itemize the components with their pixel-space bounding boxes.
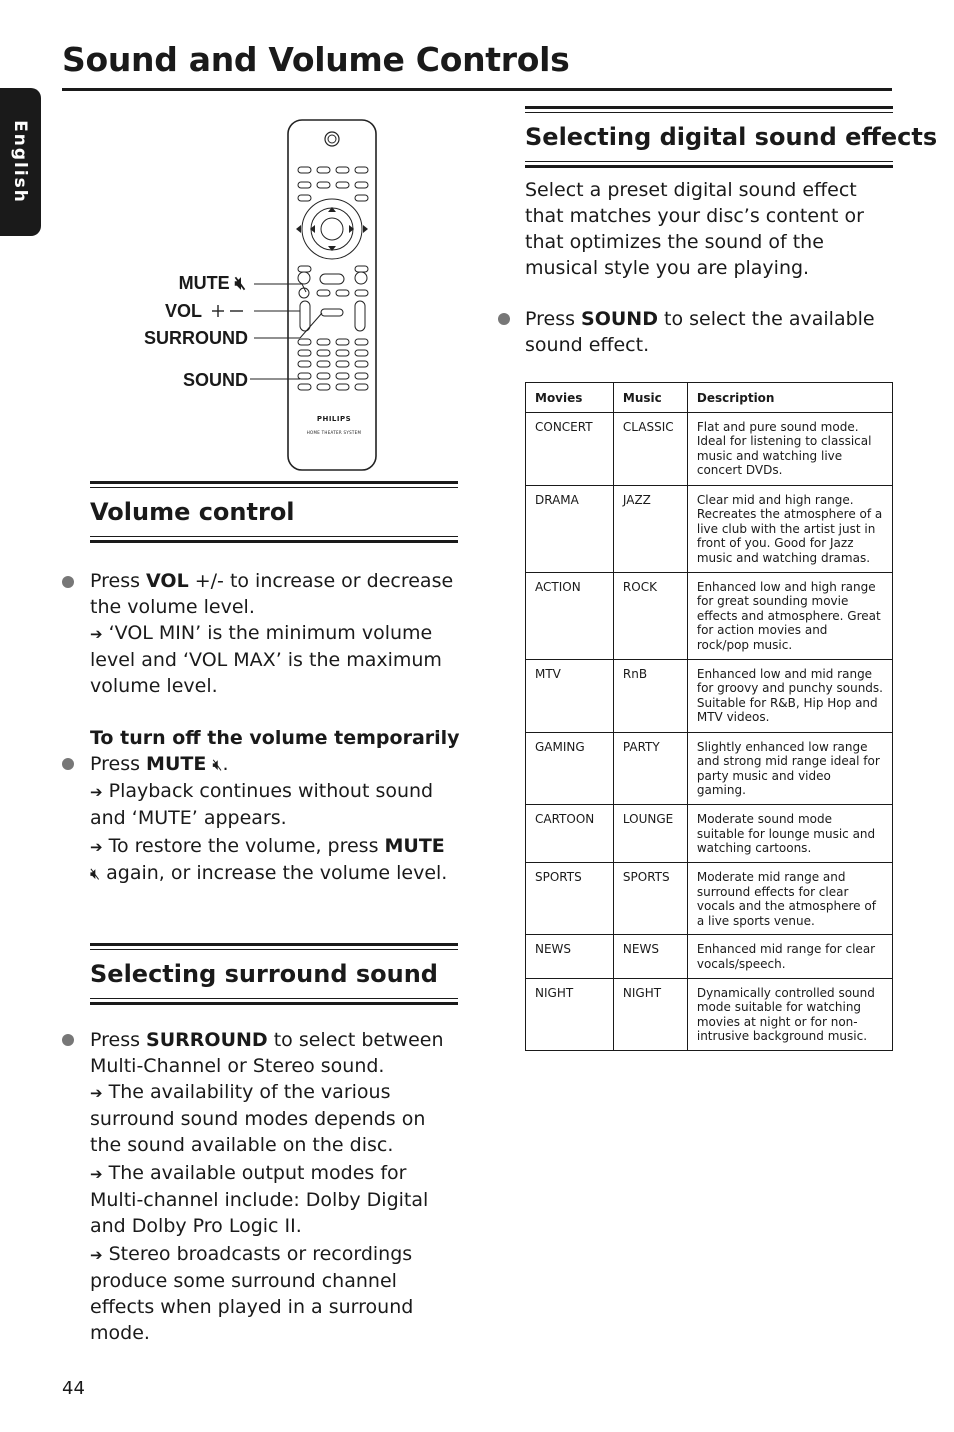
table-cell-movies: CARTOON [526,804,614,862]
table-cell-music: SPORTS [613,862,687,934]
vol-key: VOL [146,570,189,592]
table-cell-movies: CONCERT [526,412,614,485]
table-cell-description: Flat and pure sound mode. Ideal for listening to classical music and watching live concert DVDs. [687,412,892,485]
table-header-movies: Movies [526,383,614,413]
surround-key: SURROUND [146,1029,268,1051]
table-row [526,804,893,862]
table-cell-music: NIGHT [613,978,687,1050]
table-cell-music: RnB [613,659,687,732]
bullet [62,576,74,588]
bullet [62,1034,74,1046]
table-row [526,978,893,1050]
mute-icon: 🔇︎ [212,755,223,774]
language-tab-label: English [10,120,30,204]
arrow-right-icon: ➔ [90,1084,103,1102]
arrow-right-icon: ➔ [90,1246,103,1264]
digital-effects-heading: Selecting digital sound effects [525,123,938,151]
table-header-row [526,383,893,413]
table-cell-description: Enhanced low and mid range for groovy and punchy sounds. Suitable for R&B, Hip Hop and MTV videos. [687,659,892,732]
bullet [498,313,510,325]
table-row [526,732,893,804]
volume-control-heading-box [90,481,458,543]
table-cell-movies: SPORTS [526,862,614,934]
table-cell-music: NEWS [613,935,687,978]
language-tab [0,88,41,236]
sound-effects-table [525,382,893,1051]
table-cell-description: Dynamically controlled sound mode suitable for watching movies at night or for non-intrusive background music. [687,978,892,1050]
table-cell-music: ROCK [613,572,687,659]
table-cell-movies: NIGHT [526,978,614,1050]
surround-heading-box [90,943,458,1005]
surround-instructions: Press SURROUND to select between Multi-Channel or Stereo sound. ➔ The availability of the various surround sound modes depends on the sound available on the disc. ➔ The available output modes for Multi-channel include: Dolby Digital and Dolby Pro Logic II. ➔ Stereo broadcasts or recordings produce some surround channel effects when played in a surround mode. [90,1029,444,1344]
arrow-right-icon: ➔ [90,625,103,643]
table-header-description: Description [687,383,892,413]
arrow-right-icon: ➔ [90,783,103,801]
remote-brand: PHILIPS [316,415,352,423]
mute-icon: 🔇︎ [90,864,101,883]
table-cell-music: LOUNGE [613,804,687,862]
table-row [526,659,893,732]
volume-instructions: Press VOL +/- to increase or decrease the volume level. ➔ ‘VOL MIN’ is the minimum volume level and ‘VOL MAX’ is the maximum volume level. To turn off the volume temporarily Press MUTE 🔇︎. ➔ Playback continues without sound and ‘MUTE’ appears. ➔ To restore the volume, press MUTE 🔇︎ again, or increase the volume level. [90,568,460,887]
table-cell-description: Clear mid and high range. Recreates the atmosphere of a live club with the artist just in front of you. Good for Jazz music and watching dramas. [687,485,892,572]
table-cell-movies: DRAMA [526,485,614,572]
remote-product: HOME THEATER SYSTEM [306,430,362,435]
table-row [526,862,893,934]
mute-subheading: To turn off the volume temporarily [90,727,460,749]
remote-label-mute: MUTE 🔇︎ [178,273,246,293]
digital-effects-heading-box [525,106,938,168]
table-cell-description: Slightly enhanced low range and strong mid range ideal for party music and video gaming. [687,732,892,804]
table-row [526,412,893,485]
table-cell-description: Enhanced low and high range for great sounding movie effects and atmosphere. Great for action movies and rock/pop music. [687,572,892,659]
mute-key: MUTE [146,753,207,775]
table-cell-movies: NEWS [526,935,614,978]
mute-icon: 🔇︎ [234,273,246,293]
arrow-right-icon: ➔ [90,838,103,856]
page-number: 44 [62,1378,85,1399]
arrow-right-icon: ➔ [90,1165,103,1183]
volume-control-heading: Volume control [90,498,295,526]
title-rule [62,88,892,91]
table-cell-movies: MTV [526,659,614,732]
surround-heading: Selecting surround sound [90,960,438,988]
table-cell-music: CLASSIC [613,412,687,485]
table-cell-music: PARTY [613,732,687,804]
digital-effects-intro: Select a preset digital sound effect that matches your disc’s content or that optimizes the sound of the musical style you are playing. [525,179,864,279]
table-row [526,485,893,572]
table-cell-description: Enhanced mid range for clear vocals/speech. [687,935,892,978]
sound-key: SOUND [581,308,658,330]
table-row [526,935,893,978]
remote-label-vol: VOL [164,301,202,321]
remote-label-sound: SOUND [182,370,248,390]
bullet [62,758,74,770]
table-cell-music: JAZZ [613,485,687,572]
digital-effects-instruction: Press SOUND to select the available sound effect. [525,308,875,356]
table-cell-description: Moderate mid range and surround effects for clear vocals and the atmosphere of a live sports venue. [687,862,892,934]
table-row [526,572,893,659]
table-cell-movies: ACTION [526,572,614,659]
table-cell-movies: GAMING [526,732,614,804]
page-title: Sound and Volume Controls [62,40,570,79]
table-cell-description: Moderate sound mode suitable for lounge music and watching cartoons. [687,804,892,862]
table-header-music: Music [613,383,687,413]
remote-label-surround: SURROUND [143,328,248,348]
